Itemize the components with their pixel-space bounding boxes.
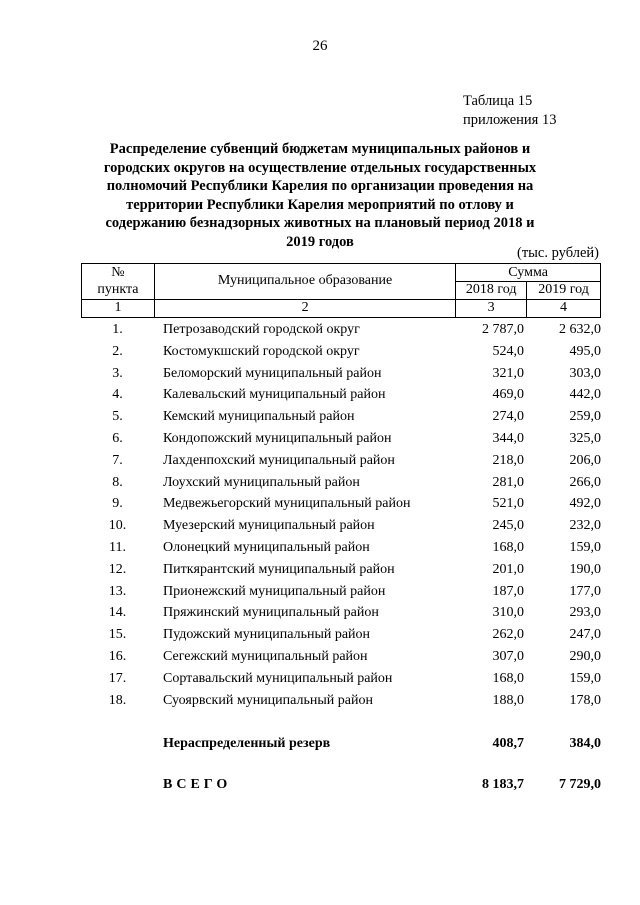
row-value-2019: 303,0 [569, 365, 601, 381]
total-value-2019: 7 729,0 [559, 777, 601, 792]
table-row [81, 493, 601, 515]
row-municipality: Костомукшский городской округ [163, 343, 360, 359]
row-value-2018: 307,0 [492, 648, 524, 664]
row-value-2019: 325,0 [569, 430, 601, 446]
row-municipality: Беломорский муниципальный район [163, 365, 382, 381]
table-row [81, 581, 601, 603]
row-value-2018: 245,0 [492, 518, 524, 534]
row-value-2018: 321,0 [492, 365, 524, 381]
row-municipality: Лахденпохский муниципальный район [163, 452, 395, 468]
table-row [81, 646, 601, 668]
row-municipality: Пудожский муниципальный район [163, 627, 371, 643]
row-number: 12. [108, 561, 127, 577]
row-municipality: Питкярантский муниципальный район [163, 561, 395, 577]
row-number: 5. [112, 409, 123, 425]
row-municipality: Петрозаводский городской округ [163, 322, 360, 337]
document-title: Распределение субвенций бюджетам муниципальных районов и городских округов на осуществление отдельных государственных полномочий Республики Карелия по организации проведения на территории Республики Карелия мероприятий по отлову и содержанию безнадзорных животных на плановый период 2018 и 2019 годов [103, 141, 537, 250]
table-header [81, 263, 601, 318]
row-value-2019: 290,0 [569, 648, 601, 664]
header-year-2018: 2018 год [456, 282, 527, 300]
table-row [81, 472, 601, 494]
row-value-2018: 218,0 [492, 452, 524, 468]
table-row [81, 602, 601, 624]
table-body [81, 319, 601, 711]
header-year-2019: 2019 год [527, 282, 601, 300]
row-municipality: Сортавальский муниципальный район [163, 670, 393, 686]
table-row [81, 384, 601, 406]
table-reference [463, 92, 556, 130]
row-value-2019: 492,0 [569, 496, 601, 512]
reserve-value-2018: 408,7 [492, 736, 524, 751]
row-municipality: Кондопожский муниципальный район [163, 430, 392, 446]
row-value-2018: 187,0 [492, 583, 524, 599]
row-number: 6. [112, 430, 123, 446]
row-municipality: Сегежский муниципальный район [163, 648, 368, 664]
reserve-row [81, 733, 601, 755]
column-index-3: 3 [456, 299, 527, 317]
row-value-2019: 293,0 [569, 605, 601, 621]
table-row [81, 319, 601, 341]
header-name-cell: Муниципальное образование [154, 264, 455, 300]
row-number: 13. [108, 583, 127, 599]
row-number: 14. [108, 605, 127, 621]
header-num-label: № [111, 264, 125, 280]
table-reference-line-1: Таблица 15 [463, 93, 533, 109]
row-value-2018: 201,0 [492, 561, 524, 577]
row-number: 15. [108, 627, 127, 643]
row-municipality: Калевальский муниципальный район [163, 387, 386, 403]
table-row [81, 559, 601, 581]
row-municipality: Олонецкий муниципальный район [163, 539, 370, 555]
row-value-2018: 274,0 [492, 409, 524, 425]
total-value-2018: 8 183,7 [482, 777, 524, 792]
row-value-2019: 159,0 [569, 670, 601, 686]
row-number: 1. [112, 322, 123, 337]
header-sum-cell: Сумма [456, 264, 601, 282]
units-label: (тыс. рублей) [517, 245, 599, 261]
row-number: 4. [112, 387, 123, 403]
reserve-label: Нераспределенный резерв [163, 736, 331, 751]
row-value-2019: 259,0 [569, 409, 601, 425]
row-number: 17. [108, 670, 127, 686]
row-municipality: Кемский муниципальный район [163, 409, 355, 425]
total-row [81, 774, 601, 796]
table-row [81, 341, 601, 363]
row-value-2018: 188,0 [492, 692, 524, 708]
header-num-cell-2: пункта [82, 282, 155, 300]
table-row [81, 450, 601, 472]
row-municipality: Пряжинский муниципальный район [163, 605, 379, 621]
row-value-2019: 247,0 [569, 627, 601, 643]
row-value-2018: 521,0 [492, 496, 524, 512]
row-value-2019: 442,0 [569, 387, 601, 403]
row-municipality: Муезерский муниципальный район [163, 518, 375, 534]
row-value-2018: 2 787,0 [482, 322, 524, 337]
row-value-2018: 168,0 [492, 670, 524, 686]
header-num-cell [82, 264, 155, 282]
row-value-2019: 190,0 [569, 561, 601, 577]
row-value-2019: 266,0 [569, 474, 601, 490]
table-reference-line-2: приложения 13 [463, 112, 557, 128]
row-municipality: Медвежьегорский муниципальный район [163, 496, 411, 512]
reserve-value-2019: 384,0 [569, 736, 601, 751]
table-row [81, 406, 601, 428]
row-municipality: Суоярвский муниципальный район [163, 692, 373, 708]
row-value-2019: 2 632,0 [559, 322, 601, 337]
table-row [81, 428, 601, 450]
row-value-2018: 344,0 [492, 430, 524, 446]
row-value-2018: 168,0 [492, 539, 524, 555]
row-number: 8. [112, 474, 123, 490]
row-number: 2. [112, 343, 123, 359]
column-index-2: 2 [154, 299, 455, 317]
table-row [81, 537, 601, 559]
row-value-2019: 232,0 [569, 518, 601, 534]
row-value-2019: 178,0 [569, 692, 601, 708]
column-index-1: 1 [82, 299, 155, 317]
page-number: 26 [312, 38, 328, 54]
row-value-2018: 469,0 [492, 387, 524, 403]
row-number: 11. [109, 539, 126, 555]
row-value-2018: 281,0 [492, 474, 524, 490]
table-row [81, 690, 601, 712]
row-municipality: Лоухский муниципальный район [163, 474, 360, 490]
row-number: 7. [112, 452, 123, 468]
total-label: ВСЕГО [163, 777, 232, 792]
row-value-2019: 495,0 [569, 343, 601, 359]
row-number: 18. [108, 692, 127, 708]
row-number: 9. [112, 496, 123, 512]
row-number: 16. [108, 648, 127, 664]
row-municipality: Прионежский муниципальный район [163, 583, 386, 599]
row-value-2018: 262,0 [492, 627, 524, 643]
row-value-2019: 177,0 [569, 583, 601, 599]
row-value-2018: 310,0 [492, 605, 524, 621]
row-number: 3. [112, 365, 123, 381]
row-number: 10. [108, 518, 127, 534]
row-value-2019: 159,0 [569, 539, 601, 555]
row-value-2019: 206,0 [569, 452, 601, 468]
table-row [81, 624, 601, 646]
table-row [81, 363, 601, 385]
table-row [81, 668, 601, 690]
row-value-2018: 524,0 [492, 343, 524, 359]
table-row [81, 515, 601, 537]
column-index-4: 4 [527, 299, 601, 317]
